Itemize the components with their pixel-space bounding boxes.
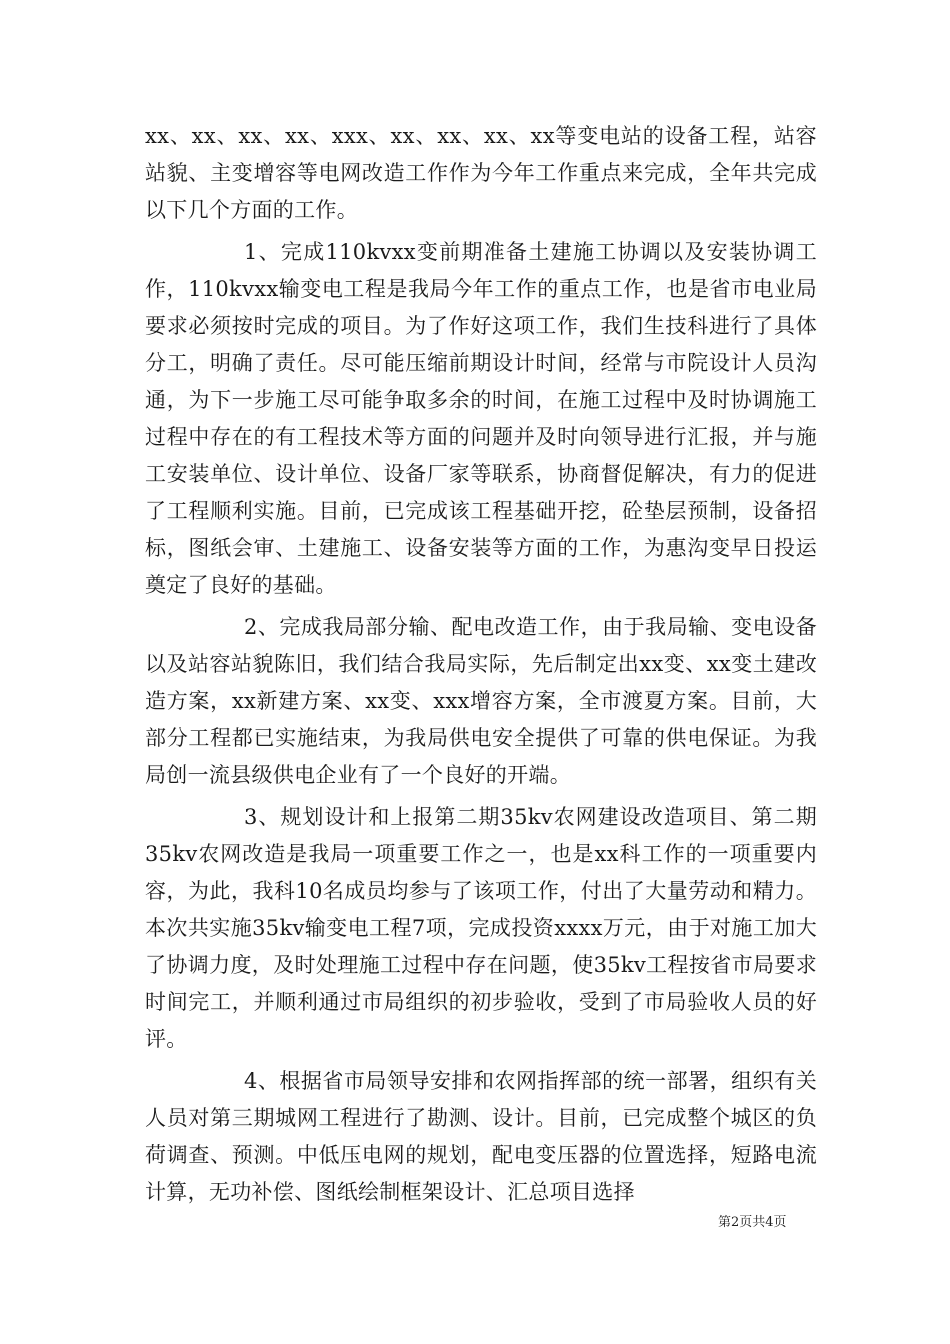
paragraph-item-1: 1、完成110kvxx变前期准备土建施工协调以及安装协调工作，110kvxx输变电工程是我局今年工作的重点工作，也是省市电业局要求必须按时完成的项目。为了作好这项工作，我们生技科进行了具体分工，明确了责任。尽可能压缩前期设计时间，经常与市院设计人员沟通，为下一步施工尽可能争取多余的时间，在施工过程中及时协调施工过程中存在的有工程技术等方面的问题并及时向领导进行汇报，并与施工安装单位、设计单位、设备厂家等联系，协商督促解决，有力的促进了工程顺利实施。目前，已完成该工程基础开挖，砼垫层预制，设备招标，图纸会审、土建施工、设备安装等方面的工作，为惠沟变早日投运奠定了良好的基础。 — [145, 240, 817, 597]
paragraph-item-2: 2、完成我局部分输、配电改造工作，由于我局输、变电设备以及站容站貌陈旧，我们结合我局实际，先后制定出xx变、xx变土建改造方案，xx新建方案、xx变、xxx增容方案，全市渡夏方案。目前，大部分工程都已实施结束，为我局供电安全提供了可靠的供电保证。为我局创一流县级供电企业有了一个良好的开端。 — [145, 615, 817, 787]
page-number-footer: 第2页共4页 — [718, 1215, 787, 1230]
document-body — [145, 118, 817, 1216]
paragraph-item-3: 3、规划设计和上报第二期35kv农网建设改造项目、第二期35kv农网改造是我局一项重要工作之一，也是xx科工作的一项重要内容，为此，我科10名成员均参与了该项工作，付出了大量劳动和精力。本次共实施35kv输变电工程7项，完成投资xxxx万元，由于对施工加大了协调力度，及时处理施工过程中存在问题，使35kv工程按省市局要求时间完工，并顺利通过市局组织的初步验收，受到了市局验收人员的好评。 — [145, 805, 817, 1051]
paragraph-item-4: 4、根据省市局领导安排和农网指挥部的统一部署，组织有关人员对第三期城网工程进行了勘测、设计。目前，已完成整个城区的负荷调查、预测。中低压电网的规划，配电变压器的位置选择，短路电流计算，无功补偿、图纸绘制框架设计、汇总项目选择 — [145, 1069, 817, 1204]
paragraph-intro: xx、xx、xx、xx、xxx、xx、xx、xx、xx等变电站的设备工程，站容站貌、主变增容等电网改造工作作为今年工作重点来完成，全年共完成以下几个方面的工作。 — [145, 124, 817, 222]
